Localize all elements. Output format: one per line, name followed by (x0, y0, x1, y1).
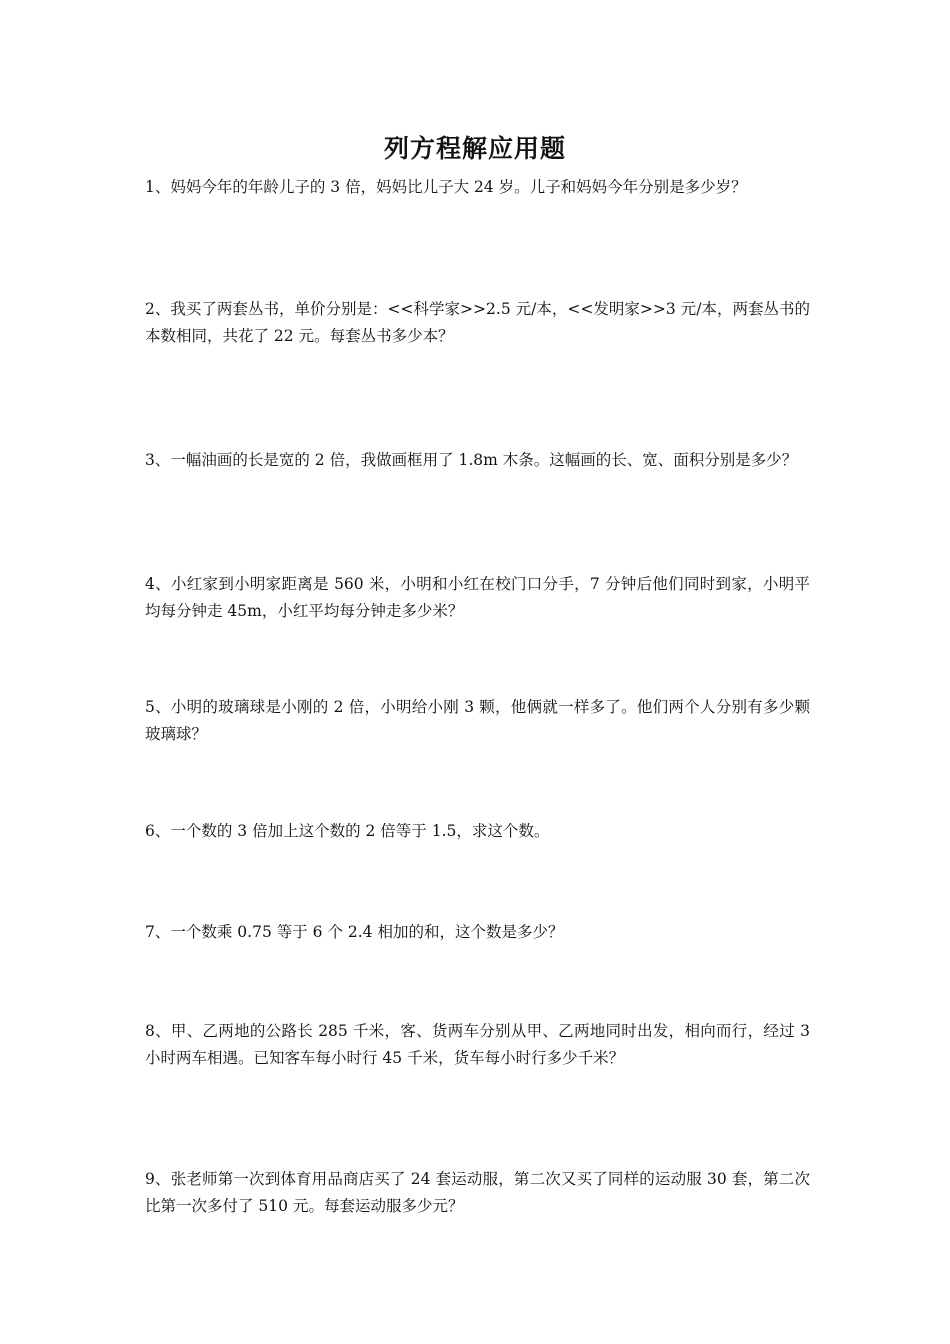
question-2: 2、我买了两套丛书，单价分别是：<<科学家>>2.5 元/本，<<发明家>>3 元/本，两套丛书的本数相同，共花了 22 元。每套丛书多少本？ (145, 300, 810, 345)
question-7: 7、一个数乘 0.75 等于 6 个 2.4 相加的和，这个数是多少？ (145, 923, 564, 941)
question-9: 9、张老师第一次到体育用品商店买了 24 套运动服，第二次又买了同样的运动服 30 套，第二次比第一次多付了 510 元。每套运动服多少元？ (145, 1170, 810, 1215)
question-1: 1、妈妈今年的年龄儿子的 3 倍，妈妈比儿子大 24 岁。儿子和妈妈今年分别是多少岁？ (145, 178, 747, 196)
question-4: 4、小红家到小明家距离是 560 米，小明和小红在校门口分手，7 分钟后他们同时到家，小明平均每分钟走 45m，小红平均每分钟走多少米？ (145, 575, 810, 620)
question-6: 6、一个数的 3 倍加上这个数的 2 倍等于 1.5，求这个数。 (145, 822, 550, 840)
question-5: 5、小明的玻璃球是小刚的 2 倍，小明给小刚 3 颗，他俩就一样多了。他们两个人分别有多少颗玻璃球？ (145, 698, 810, 743)
question-3: 3、一幅油画的长是宽的 2 倍，我做画框用了 1.8m 木条。这幅画的长、宽、面积分别是多少？ (145, 451, 798, 469)
question-8: 8、甲、乙两地的公路长 285 千米，客、货两车分别从甲、乙两地同时出发，相向而行，经过 3 小时两车相遇。已知客车每小时行 45 千米，货车每小时行多少千米？ (145, 1022, 810, 1067)
page-title: 列方程解应用题 (383, 134, 566, 163)
